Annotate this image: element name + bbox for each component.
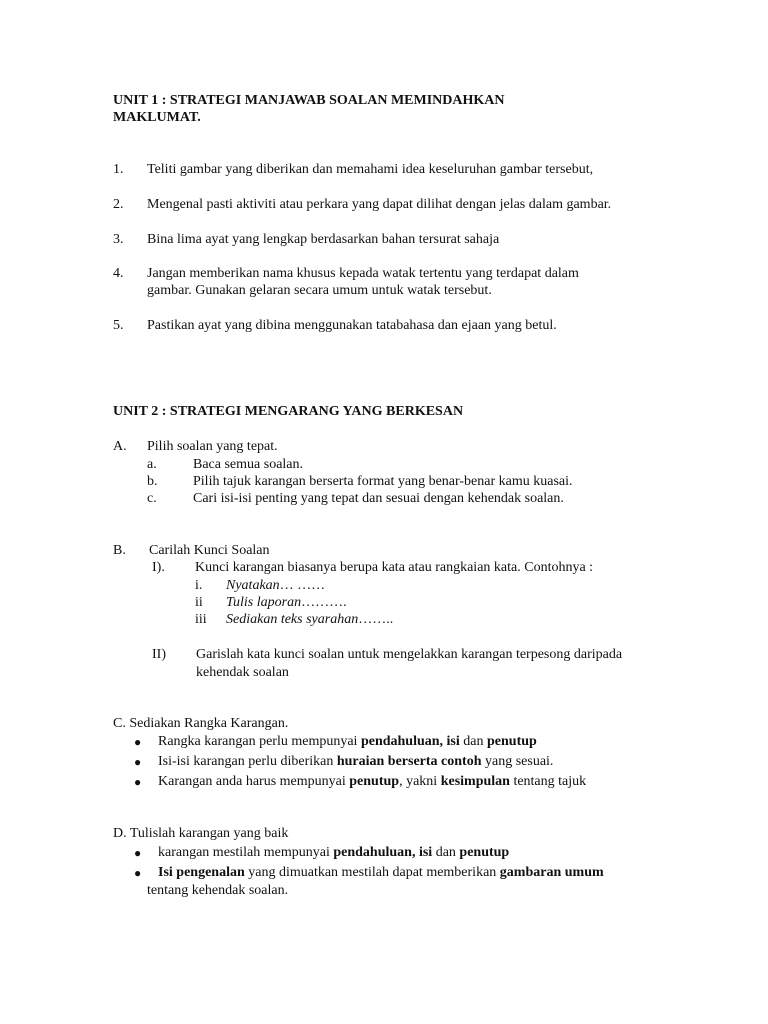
example-2-text: Tulis laporan bbox=[226, 595, 302, 610]
bold-term: huraian berserta contoh bbox=[336, 754, 482, 769]
section-b-title: Carilah Kunci Soalan bbox=[149, 543, 270, 558]
section-c-bullet-1 bbox=[158, 733, 537, 750]
example-2 bbox=[226, 594, 347, 611]
unit1-item-2-text: Mengenal pasti aktiviti atau perkara yang dapat dilihat dengan jelas dalam gambar. bbox=[147, 197, 612, 212]
example-2-label: ii bbox=[195, 595, 203, 610]
bold-term: gambaran umum bbox=[499, 865, 604, 880]
section-a-item-a-label: a. bbox=[147, 457, 157, 472]
bold-term: penutup bbox=[349, 774, 400, 789]
unit1-item-1-text: Teliti gambar yang diberikan dan memahami idea keseluruhan gambar tersebut, bbox=[147, 162, 594, 177]
text-run: yang sesuai. bbox=[481, 754, 554, 769]
text-run: tentang tajuk bbox=[509, 774, 587, 789]
example-2-trail: ………. bbox=[301, 595, 347, 610]
unit1-item-3-number: 3. bbox=[113, 232, 124, 247]
example-3-label: iii bbox=[195, 612, 207, 627]
text-run: dan bbox=[459, 734, 487, 749]
section-b-item-1-label: I). bbox=[152, 560, 165, 575]
section-b-item-1-text: Kunci karangan biasanya berupa kata atau rangkaian kata. Contohnya : bbox=[195, 560, 594, 575]
example-3 bbox=[226, 611, 393, 628]
bullet-icon: ● bbox=[134, 846, 142, 860]
text-run: dan bbox=[432, 845, 460, 860]
example-1 bbox=[226, 577, 325, 594]
bold-term: penutup bbox=[487, 734, 537, 749]
section-a-label: A. bbox=[113, 439, 127, 454]
section-a-item-c-text: Cari isi-isi penting yang tepat dan sesuai dengan kehendak soalan. bbox=[193, 491, 564, 506]
section-a-item-b-text: Pilih tajuk karangan berserta format yang benar-benar kamu kuasai. bbox=[193, 474, 573, 489]
text-run: karangan mestilah mempunyai bbox=[158, 845, 334, 860]
bold-term: pendahuluan, isi bbox=[360, 734, 460, 749]
unit2-heading: UNIT 2 : STRATEGI MENGARANG YANG BERKESAN bbox=[113, 404, 464, 419]
bold-term: Isi pengenalan bbox=[158, 865, 245, 880]
section-b-item-2-label: II) bbox=[152, 647, 166, 662]
unit1-item-4-text: Jangan memberikan nama khusus kepada watak tertentu yang terdapat dalam bbox=[147, 266, 579, 281]
section-a-item-a-text: Baca semua soalan. bbox=[193, 457, 304, 472]
text-run: yang dimuatkan mestilah dapat memberikan bbox=[244, 865, 500, 880]
bold-term: pendahuluan, isi bbox=[333, 845, 433, 860]
unit1-item-4-text-continued: gambar. Gunakan gelaran secara umum untuk watak tersebut. bbox=[147, 283, 492, 298]
section-a-item-c-label: c. bbox=[147, 491, 157, 506]
example-1-label: i. bbox=[195, 578, 203, 593]
section-d-title: D. Tulislah karangan yang baik bbox=[113, 826, 289, 841]
unit1-item-5-number: 5. bbox=[113, 318, 124, 333]
section-c-bullet-2 bbox=[158, 753, 553, 770]
example-1-text: Nyatakan bbox=[226, 578, 280, 593]
bullet-icon: ● bbox=[134, 755, 142, 769]
unit1-item-2-number: 2. bbox=[113, 197, 124, 212]
section-c-bullet-3 bbox=[158, 773, 586, 790]
section-a-item-b-label: b. bbox=[147, 474, 158, 489]
section-d-bullet-2-continued: tentang kehendak soalan. bbox=[147, 883, 289, 898]
bullet-icon: ● bbox=[134, 866, 142, 880]
text-run: , yakni bbox=[399, 774, 441, 789]
bullet-icon: ● bbox=[134, 735, 142, 749]
unit1-item-3-text: Bina lima ayat yang lengkap berdasarkan bahan tersurat sahaja bbox=[147, 232, 500, 247]
section-a-title: Pilih soalan yang tepat. bbox=[147, 439, 278, 454]
section-d-bullet-2 bbox=[158, 864, 604, 881]
text-run: Rangka karangan perlu mempunyai bbox=[158, 734, 361, 749]
unit1-heading-line1: UNIT 1 : STRATEGI MANJAWAB SOALAN MEMINDAHKAN bbox=[113, 93, 505, 108]
example-1-trail: … …… bbox=[279, 578, 326, 593]
text-run: Karangan anda harus mempunyai bbox=[158, 774, 350, 789]
unit1-item-5-text: Pastikan ayat yang dibina menggunakan tatabahasa dan ejaan yang betul. bbox=[147, 318, 557, 333]
unit1-item-4-number: 4. bbox=[113, 266, 124, 281]
section-b-item-2-line2: kehendak soalan bbox=[196, 665, 289, 680]
example-3-text: Sediakan teks syarahan bbox=[226, 612, 359, 627]
bold-term: kesimpulan bbox=[440, 774, 510, 789]
bold-term: penutup bbox=[459, 845, 510, 860]
unit1-heading-line2: MAKLUMAT. bbox=[113, 110, 201, 125]
unit1-item-1-number: 1. bbox=[113, 162, 124, 177]
example-3-trail: …….. bbox=[358, 612, 394, 627]
section-d-bullet-1 bbox=[158, 844, 509, 861]
section-c-title: C. Sediakan Rangka Karangan. bbox=[113, 716, 289, 731]
text-run: Isi-isi karangan perlu diberikan bbox=[158, 754, 337, 769]
section-b-item-2-line1: Garislah kata kunci soalan untuk mengelakkan karangan terpesong daripada bbox=[196, 647, 623, 662]
section-b-label: B. bbox=[113, 543, 126, 558]
bullet-icon: ● bbox=[134, 775, 142, 789]
